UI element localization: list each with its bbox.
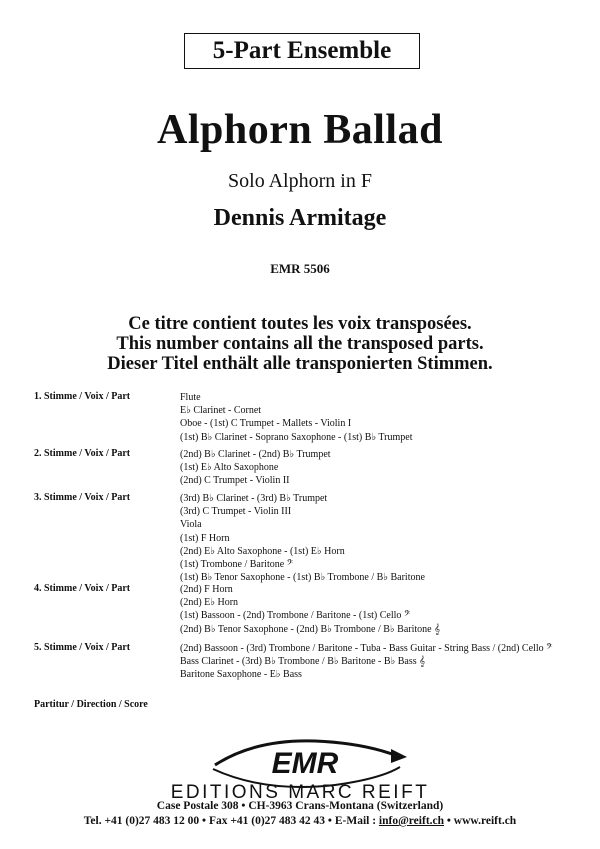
publisher-name: EDITIONS MARC REIFT xyxy=(170,782,430,803)
instrument-line: (2nd) C Trumpet - Violin II xyxy=(180,475,290,487)
instrument-line: (1st) B♭ Tenor Saxophone - (1st) B♭ Trombone / B♭ Baritone xyxy=(180,572,425,584)
instrument-line: (1st) F Horn xyxy=(180,532,230,544)
part-2-label: 2. Stimme / Voix / Part xyxy=(34,448,131,459)
part-2-instruments xyxy=(180,448,331,488)
website-link[interactable]: • www.reift.ch xyxy=(444,815,517,827)
instrument-line: Baritone Saxophone - E♭ Bass xyxy=(180,669,302,681)
instrument-line: Flute xyxy=(180,392,201,403)
instrument-line: (1st) Bassoon - (2nd) Trombone / Baritone - (1st) Cello 𝄢 xyxy=(180,610,411,622)
page-title: Alphorn Ballad xyxy=(157,107,443,153)
contact-phone-fax: Tel. +41 (0)27 483 12 00 • Fax +41 (0)27 483 42 43 • E-Mail : xyxy=(83,815,379,827)
instrument-line: (1st) B♭ Clarinet - Soprano Saxophone - (1st) B♭ Trumpet xyxy=(180,431,413,443)
subtitle: Solo Alphorn in F xyxy=(228,170,372,192)
notice-german: Dieser Titel enthält alle transponierten Stimmen. xyxy=(107,354,493,374)
part-4-instruments xyxy=(180,583,440,636)
instrument-line: (2nd) B♭ Clarinet - (2nd) B♭ Trumpet xyxy=(180,449,331,460)
part-4-label: 4. Stimme / Voix / Part xyxy=(34,583,131,594)
instrument-line: Bass Clarinet - (3rd) B♭ Trombone / B♭ Baritone - B♭ Bass 𝄞 xyxy=(180,656,426,668)
email-link[interactable]: info@reift.ch xyxy=(378,815,445,827)
instrument-line: Viola xyxy=(180,519,202,531)
part-3-instruments xyxy=(180,492,425,584)
instrument-line: Oboe - (1st) C Trumpet - Mallets - Violin I xyxy=(180,418,352,430)
instrument-line: (2nd) E♭ Alto Saxophone - (1st) E♭ Horn xyxy=(180,545,345,557)
composer: Dennis Armitage xyxy=(213,205,387,231)
instrument-line: (1st) E♭ Alto Saxophone xyxy=(180,462,279,474)
score-label: Partitur / Direction / Score xyxy=(34,699,148,710)
notice-french: Ce titre contient toutes les voix transposées. xyxy=(128,314,472,334)
publisher-contact xyxy=(0,815,600,827)
instrument-line: (2nd) B♭ Tenor Saxophone - (2nd) B♭ Trombone / B♭ Baritone 𝄞 xyxy=(180,623,440,635)
logo-star-icon xyxy=(391,749,407,763)
part-1-label: 1. Stimme / Voix / Part xyxy=(34,391,131,402)
instrument-line: (2nd) E♭ Horn xyxy=(180,597,239,609)
instrument-line: E♭ Clarinet - Cornet xyxy=(180,405,262,417)
notice-english: This number contains all the transposed parts. xyxy=(116,334,484,354)
part-5-label: 5. Stimme / Voix / Part xyxy=(34,642,131,653)
instrument-line: (1st) Trombone / Baritone 𝄢 xyxy=(180,559,294,571)
instrument-line: (2nd) Bassoon - (3rd) Trombone / Baritone - Tuba - Bass Guitar - String Bass / (2nd) Cello 𝄢 xyxy=(180,643,553,654)
logo-text: EMR xyxy=(271,747,339,780)
publisher-address: Case Postale 308 • CH-3963 Crans-Montana (Switzerland) xyxy=(156,800,444,812)
part-1-instruments xyxy=(180,391,412,444)
part-5-instruments xyxy=(180,642,553,682)
part-3-label: 3. Stimme / Voix / Part xyxy=(34,492,131,503)
instrument-line: (3rd) B♭ Clarinet - (3rd) B♭ Trumpet xyxy=(180,493,328,504)
catalog-number: EMR 5506 xyxy=(270,261,330,276)
ensemble-label: 5-Part Ensemble xyxy=(184,33,420,69)
instrument-line: (2nd) F Horn xyxy=(180,584,233,595)
instrument-line: (3rd) C Trumpet - Violin III xyxy=(180,506,292,518)
